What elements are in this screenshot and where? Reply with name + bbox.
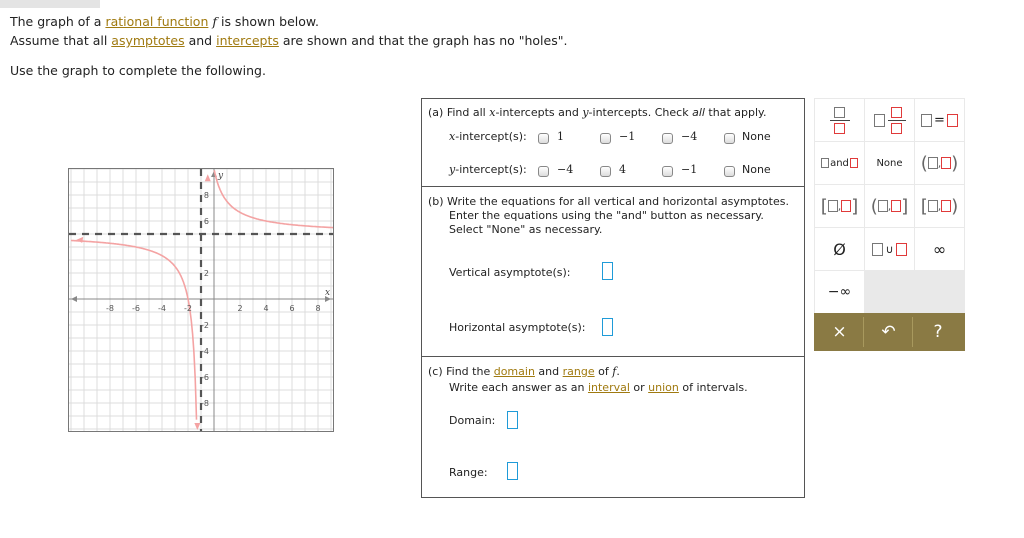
- curve-arrow-up: [205, 174, 211, 181]
- rational-function-link[interactable]: rational function: [105, 14, 209, 29]
- horizontal-asymptote-input[interactable]: [602, 318, 613, 336]
- y-intercept-option-3-checkbox[interactable]: [662, 166, 673, 177]
- x-tick-label: -4: [158, 304, 166, 313]
- vertical-asymptote-input[interactable]: [602, 262, 613, 280]
- question-panel: [421, 98, 805, 498]
- union-button[interactable]: [865, 228, 914, 270]
- y-intercept-none-checkbox[interactable]: [724, 166, 735, 177]
- math-keypad: [814, 98, 965, 351]
- left-branch-curve: [71, 241, 197, 420]
- domain-link[interactable]: domain: [493, 365, 535, 378]
- undo-button[interactable]: [865, 317, 913, 347]
- y-tick-label: -4: [201, 347, 209, 356]
- keypad-toolbar: [814, 313, 965, 351]
- x-tick-label: -8: [106, 304, 114, 313]
- none-button[interactable]: None: [865, 142, 914, 184]
- mixed-number-button[interactable]: [865, 99, 914, 141]
- curve-arrow-left: [76, 237, 83, 243]
- part-c-prompt-line-2: Write each answer as an interval or union of intervals.: [449, 381, 748, 394]
- fraction-button[interactable]: [815, 99, 864, 141]
- x-axis-arrow-left: [71, 296, 77, 302]
- equals-button[interactable]: [915, 99, 964, 141]
- x-intercept-option-2-label: −1: [619, 130, 636, 143]
- equals-icon: =: [921, 113, 958, 128]
- range-input[interactable]: [507, 462, 518, 480]
- closed-closed-interval-button[interactable]: [815, 185, 864, 227]
- x-tick-label: -6: [132, 304, 140, 313]
- intro-line-1: The graph of a rational function f is shown below.: [10, 14, 319, 29]
- domain-label: Domain:: [449, 414, 496, 427]
- y-tick-label: -2: [201, 321, 209, 330]
- range-link[interactable]: range: [562, 365, 595, 378]
- horizontal-asymptote-label: Horizontal asymptote(s):: [449, 321, 586, 334]
- y-intercept-option-1-checkbox[interactable]: [538, 166, 549, 177]
- x-tick-label: 2: [237, 304, 243, 313]
- range-label: Range:: [449, 466, 488, 479]
- x-intercept-label: x-intercept(s):: [449, 130, 527, 143]
- closed-open-interval-button[interactable]: [915, 185, 964, 227]
- y-tick-label: -8: [201, 399, 209, 408]
- empty-set-button[interactable]: Ø: [815, 228, 864, 270]
- x-intercept-option-1-label: 1: [557, 130, 564, 143]
- negative-infinity-button[interactable]: −∞: [815, 271, 864, 313]
- clear-button[interactable]: [816, 317, 864, 347]
- mixed-number-icon: [874, 107, 906, 134]
- half-open-interval-icon: ( , ]: [870, 195, 909, 217]
- part-a-prompt: (a) Find all x-intercepts and y-intercepts. Check all that apply.: [428, 106, 767, 119]
- problem-intro: [10, 12, 567, 80]
- y-intercept-option-1-label: −4: [557, 163, 574, 176]
- graph-svg: [69, 169, 333, 431]
- intercepts-link[interactable]: intercepts: [216, 33, 279, 48]
- help-button[interactable]: [914, 317, 962, 347]
- undo-icon: ↶: [881, 322, 896, 342]
- part-b-section: [422, 187, 804, 357]
- union-icon: ∪: [872, 243, 906, 256]
- and-icon: and: [821, 158, 858, 169]
- x-intercept-option-3-checkbox[interactable]: [662, 133, 673, 144]
- y-intercept-option-2-checkbox[interactable]: [600, 166, 611, 177]
- part-a-section: [422, 99, 804, 187]
- y-tick-label: 2: [203, 269, 209, 278]
- infinity-button[interactable]: ∞: [915, 228, 964, 270]
- right-branch-curve: [214, 170, 333, 228]
- x-tick-label: -2: [184, 304, 192, 313]
- interval-link[interactable]: interval: [587, 381, 630, 394]
- x-intercept-option-3-label: −4: [681, 130, 698, 143]
- x-intercept-none-checkbox[interactable]: [724, 133, 735, 144]
- fraction-icon: [830, 107, 850, 134]
- y-tick-label: 6: [203, 217, 209, 226]
- y-axis-label: y: [218, 171, 224, 181]
- top-tab-strip: [0, 0, 100, 8]
- part-b-prompt: (b) Write the equations for all vertical and horizontal asymptotes. Enter the equations using the "and" button as necessary. Select "None" as necessary.: [428, 195, 789, 236]
- y-tick-label: -6: [201, 373, 209, 382]
- help-icon: ?: [933, 322, 943, 342]
- asymptotes-link[interactable]: asymptotes: [111, 33, 185, 48]
- open-interval-icon: ( , ): [920, 152, 959, 174]
- closed-interval-icon: [ , ]: [820, 195, 859, 217]
- graph-tick-labels: [106, 171, 330, 408]
- y-intercept-none-label: None: [742, 163, 771, 176]
- x-intercept-option-1-checkbox[interactable]: [538, 133, 549, 144]
- domain-input[interactable]: [507, 411, 518, 429]
- x-intercept-option-2-checkbox[interactable]: [600, 133, 611, 144]
- intro-line-3: Use the graph to complete the following.: [10, 63, 266, 78]
- intro-line-2: Assume that all asymptotes and intercepts are shown and that the graph has no "holes".: [10, 33, 568, 48]
- vertical-asymptote-label: Vertical asymptote(s):: [449, 266, 571, 279]
- close-icon: ×: [832, 322, 847, 342]
- part-c-section: [422, 357, 804, 498]
- y-tick-label: 8: [203, 191, 209, 200]
- y-intercept-option-3-label: −1: [681, 163, 698, 176]
- y-intercept-label: y-intercept(s):: [449, 163, 527, 176]
- function-graph: [68, 168, 334, 432]
- union-link[interactable]: union: [648, 381, 679, 394]
- x-tick-label: 6: [289, 304, 295, 313]
- x-intercept-none-label: None: [742, 130, 771, 143]
- open-open-interval-button[interactable]: [915, 142, 964, 184]
- half-closed-interval-icon: [ , ): [920, 195, 959, 217]
- y-intercept-option-2-label: 4: [619, 163, 626, 176]
- part-c-prompt-line-1: (c) Find the domain and range of f.: [428, 365, 620, 378]
- x-axis-label: x: [325, 288, 331, 298]
- open-closed-interval-button[interactable]: [865, 185, 914, 227]
- x-tick-label: 8: [315, 304, 321, 313]
- and-button[interactable]: [815, 142, 864, 184]
- x-tick-label: 4: [263, 304, 269, 313]
